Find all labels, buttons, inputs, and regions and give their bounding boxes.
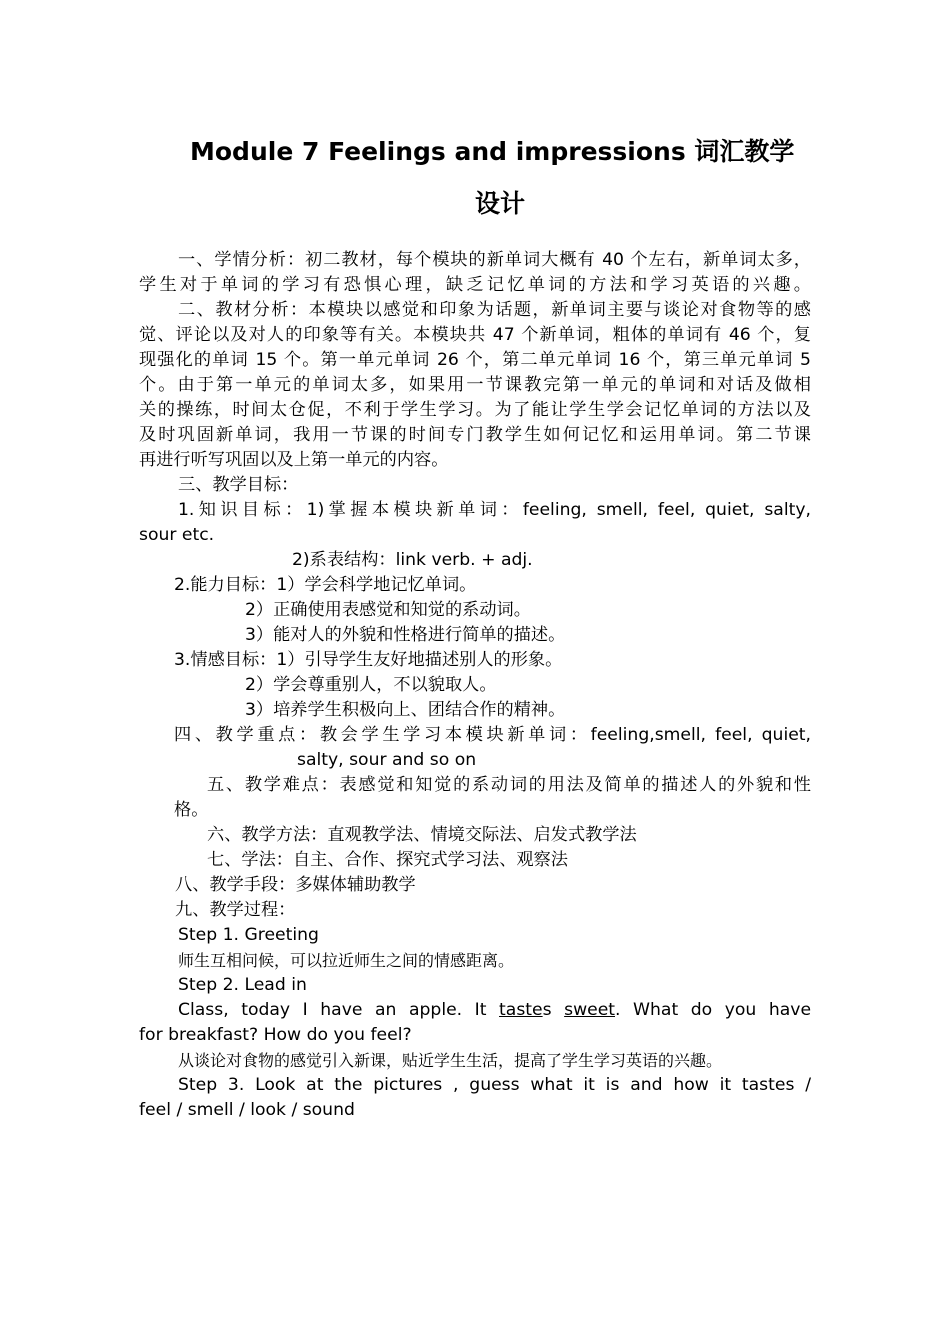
lead-in-line xyxy=(178,998,811,1023)
paragraph-line: 六、教学方法：直观教学法、情境交际法、启发式教学法 xyxy=(207,825,637,845)
paragraph-line: 3.情感目标：1）引导学生友好地描述别人的形象。 xyxy=(174,650,563,670)
paragraph-line: 2.能力目标：1）学会科学地记忆单词。 xyxy=(174,575,477,595)
step-heading: Step 1. Greeting xyxy=(178,925,319,945)
paragraph-line: 八、教学手段：多媒体辅助教学 xyxy=(175,875,416,895)
paragraph-line: salty, sour and so on xyxy=(297,750,477,770)
paragraph-line: 现强化的单词 15 个。第一单元单词 26 个，第二单元单词 16 个，第三单元单词 5 xyxy=(139,350,811,370)
lead-in-text: . What do you have xyxy=(615,1000,812,1020)
paragraph-line: 一、学情分析：初二教材，每个模块的新单词大概有 40 个左右，新单词太多， xyxy=(178,250,811,270)
paragraph-line: 七、学法：自主、合作、探究式学习法、观察法 xyxy=(207,850,568,870)
paragraph-line: 关的操练，时间太仓促，不利于学生学习。为了能让学生学会记忆单词的方法以及 xyxy=(139,400,811,420)
paragraph-line: sour etc. xyxy=(139,525,215,545)
paragraph-line: 2）正确使用表感觉和知觉的系动词。 xyxy=(245,600,531,620)
underlined-word-taste: taste xyxy=(499,1000,543,1020)
paragraph-line: 再进行听写巩固以及上第一单元的内容。 xyxy=(139,450,449,470)
paragraph-line: 1.知识目标：1)掌握本模块新单词：feeling, smell, feel, quiet, salty, xyxy=(178,500,811,520)
paragraph-line: 学生对于单词的学习有恐惧心理，缺乏记忆单词的方法和学习英语的兴趣。 xyxy=(139,275,811,295)
underlined-word-sweet: sweet xyxy=(564,1000,616,1020)
lead-in-text: s xyxy=(542,1000,565,1020)
section-heading: 三、教学目标： xyxy=(178,475,299,495)
document-title-line2: 设计 xyxy=(474,189,525,218)
step-heading: Step 3. Look at the pictures , guess what it is and how it tastes / xyxy=(178,1075,811,1095)
paragraph-line: 从谈论对食物的感觉引入新课，贴近学生生活，提高了学生学习英语的兴趣。 xyxy=(178,1051,723,1070)
paragraph-line: 五、教学难点：表感觉和知觉的系动词的用法及简单的描述人的外貌和性 xyxy=(207,775,811,795)
paragraph-line: 3）培养学生积极向上、团结合作的精神。 xyxy=(245,700,566,720)
section-heading: 九、教学过程： xyxy=(175,900,296,920)
paragraph-line: 及时巩固新单词，我用一节课的时间专门教学生如何记忆和运用单词。第二节课 xyxy=(139,425,811,445)
step-heading: Step 2. Lead in xyxy=(178,975,307,995)
paragraph-line: 2)系表结构：link verb. + adj. xyxy=(292,550,533,570)
lead-in-text: Class, today I have an apple. It xyxy=(178,1000,500,1020)
paragraph-line: 2）学会尊重别人，不以貌取人。 xyxy=(245,675,497,695)
paragraph-line: 师生互相问候，可以拉近师生之间的情感距离。 xyxy=(178,951,515,970)
paragraph-line: 3）能对人的外貌和性格进行简单的描述。 xyxy=(245,625,566,645)
paragraph-line: for breakfast? How do you feel? xyxy=(139,1025,412,1045)
document-title-line1: Module 7 Feelings and impressions 词汇教学 xyxy=(190,137,795,166)
paragraph-line: 个。由于第一单元的单词太多，如果用一节课教完第一单元的单词和对话及做相 xyxy=(139,375,811,395)
paragraph-line: 四、教学重点：教会学生学习本模块新单词：feeling,smell, feel, quiet, xyxy=(174,725,811,745)
paragraph-line: feel / smell / look / sound xyxy=(139,1100,355,1120)
paragraph-line: 觉、评论以及对人的印象等有关。本模块共 47 个新单词，粗体的单词有 46 个，复 xyxy=(139,325,811,345)
paragraph-line: 二、教材分析：本模块以感觉和印象为话题，新单词主要与谈论对食物等的感 xyxy=(178,300,811,320)
paragraph-line: 格。 xyxy=(174,800,209,820)
